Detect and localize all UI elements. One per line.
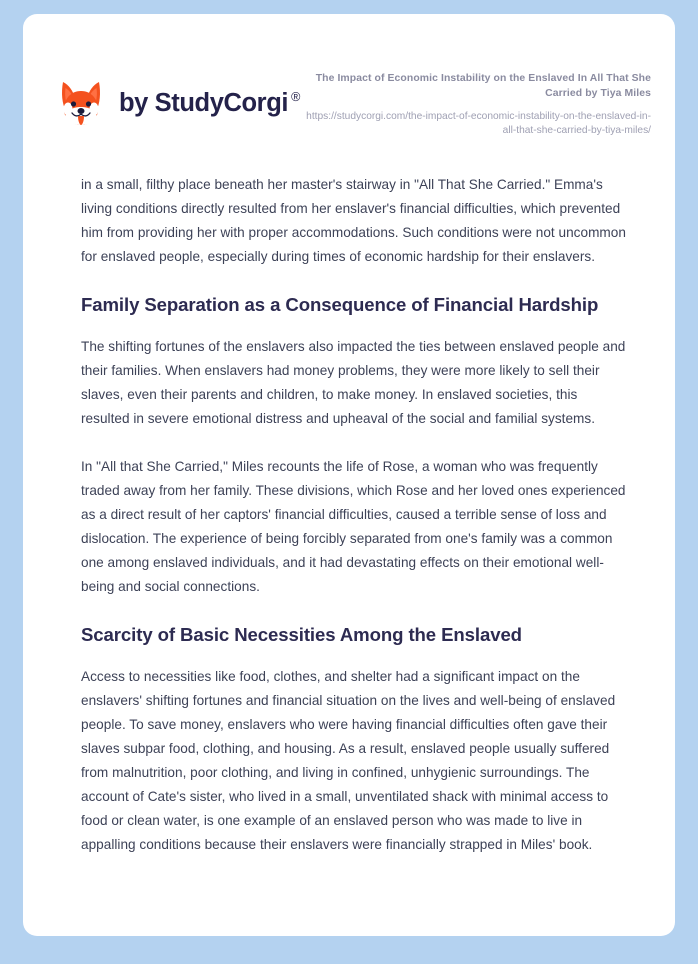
brand-name-text: by StudyCorgi — [119, 88, 289, 117]
document-title: The Impact of Economic Instability on the Enslaved In All That She Carried by Tiya Miles — [315, 73, 651, 99]
body-paragraph: The shifting fortunes of the enslavers also impacted the ties between enslaved people and their families. When enslavers had money problems, they were more likely to sell their slaves, even their parents and children, to make money. In enslaved societies, this resulted in severe emotional distress and upheaval of the social and familial systems. — [81, 339, 626, 427]
document-meta — [306, 70, 651, 139]
document-body — [23, 173, 675, 857]
section-heading: Family Separation as a Consequence of Financial Hardship — [81, 294, 599, 316]
corgi-head-icon — [56, 78, 106, 128]
document-page-card — [23, 14, 675, 936]
section-heading: Scarcity of Basic Necessities Among the Enslaved — [81, 624, 522, 646]
body-paragraph: In "All that She Carried," Miles recounts the life of Rose, a woman who was frequently traded away from her family. These divisions, which Rose and her loved ones experienced as a direct result of her captors' financial difficulties, caused a terrible sense of loss and dislocation. The experience of being forcibly separated from one's family was a common one among enslaved individuals, and it had devastating effects on their emotional well-being and social connections. — [81, 459, 626, 595]
brand-logo — [56, 78, 300, 128]
registered-trademark-icon: ® — [291, 90, 301, 104]
body-paragraph: Access to necessities like food, clothes, and shelter had a significant impact on the enslavers' shifting fortunes and financial situation on the lives and well-being of enslaved people. To save money, enslavers who were having financial difficulties often gave their slaves subpar food, clothing, and housing. As a result, enslaved people usually suffered from malnutrition, poor clothing, and living in confined, unhygienic surroundings. The account of Cate's sister, who lived in a small, unventilated shack with minimal access to food or clean water, is one example of an enslaved person who was made to live in appalling conditions because their enslavers were financially strapped in Miles' book. — [81, 669, 616, 853]
document-url[interactable]: https://studycorgi.com/the-impact-of-economic-instability-on-the-enslaved-in-all-that-she-carried-by-tiya-miles/ — [306, 110, 651, 137]
body-paragraph: in a small, filthy place beneath her master's stairway in "All That She Carried." Emma's living conditions directly resulted from her enslaver's financial difficulties, which prevented him from providing her with proper accommodations. Such conditions were not uncommon for enslaved people, especially during times of economic hardship for their enslavers. — [81, 177, 626, 265]
document-header — [23, 14, 675, 139]
brand-name — [119, 89, 300, 118]
